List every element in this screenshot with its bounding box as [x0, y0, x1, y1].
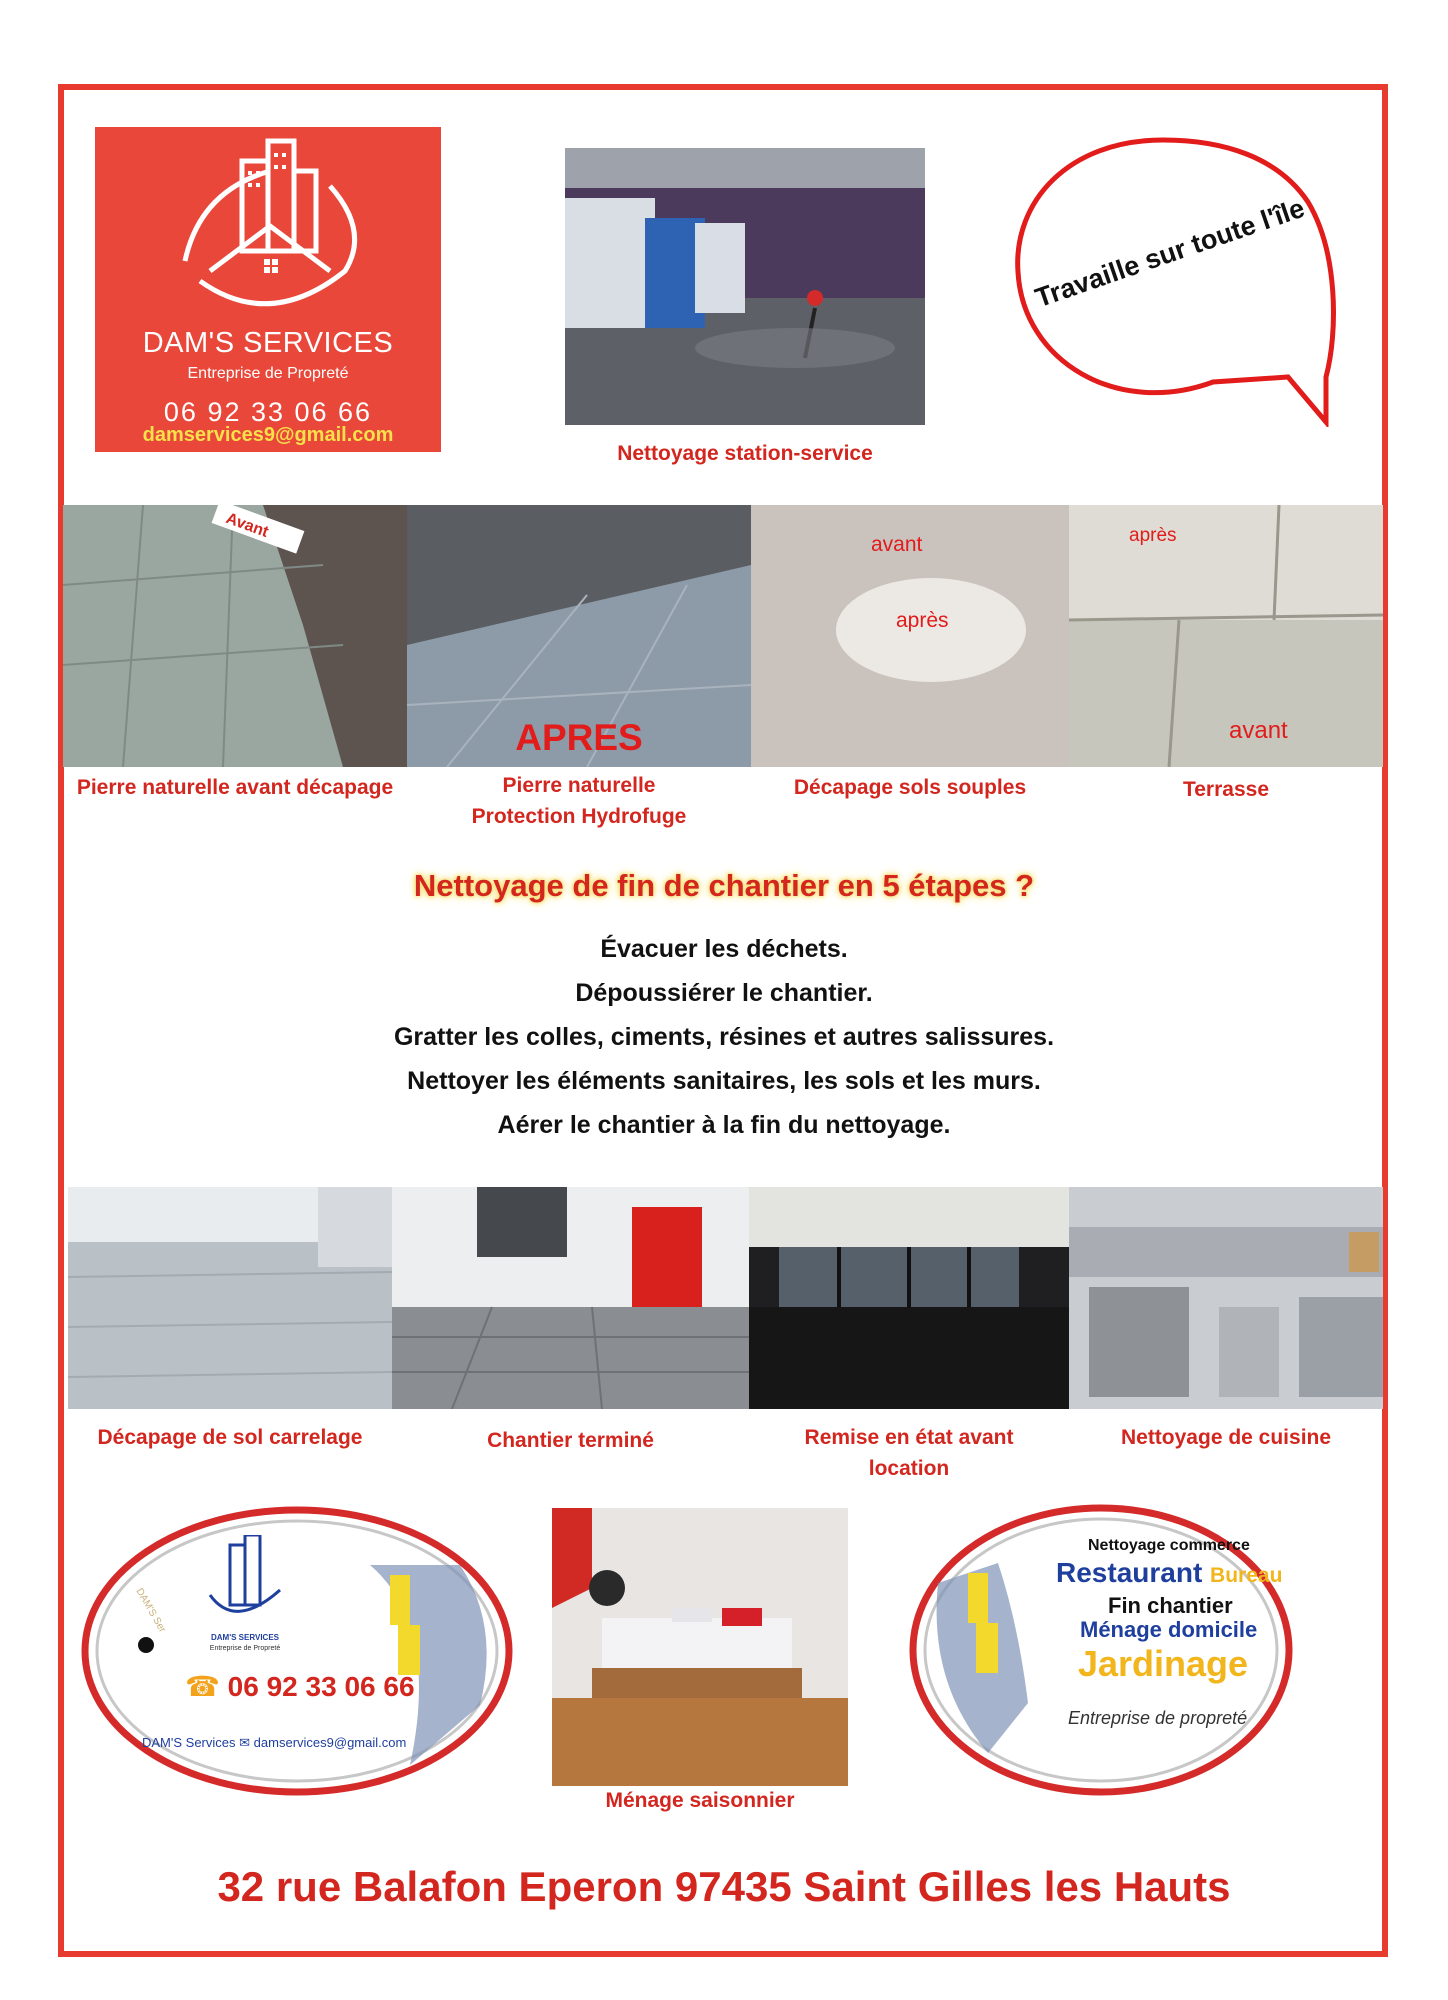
service-restaurant: Restaurant	[1056, 1557, 1203, 1588]
building-logo-icon-blue	[205, 1535, 285, 1625]
rental-room-photo	[749, 1187, 1069, 1409]
caption-sols-souples: Décapage sols souples	[793, 776, 1027, 799]
card-vertical-text: DAM'S Ser	[133, 1586, 168, 1635]
caption-chantier-termine: Chantier terminé	[487, 1429, 654, 1452]
overlay-avant: Avant	[223, 510, 271, 542]
caption-sol-carrelage: Décapage de sol carrelage	[97, 1426, 363, 1449]
service-bureau: Bureau	[1210, 1564, 1283, 1587]
logo-phone: 06 92 33 06 66	[163, 397, 373, 427]
soft-floor-photo	[751, 505, 1069, 767]
overlay-apres-terrace: après	[1129, 525, 1177, 546]
caption-pierre-apres-line1: Pierre naturelle	[502, 774, 656, 797]
step-item: Nettoyer les éléments sanitaires, les sols et les murs.	[407, 1067, 1041, 1095]
finished-site-photo	[392, 1187, 749, 1409]
overlay-apres-small: après	[896, 609, 949, 632]
service-fin-chantier: Fin chantier	[1108, 1593, 1233, 1618]
steps-list	[0, 927, 1448, 1147]
caption-pierre-apres-line2: Protection Hydrofuge	[471, 805, 687, 828]
caption-cuisine: Nettoyage de cuisine	[1120, 1426, 1332, 1449]
logo-subtitle: Entreprise de Propreté	[187, 365, 349, 382]
card-phone-text: 06 92 33 06 66	[227, 1671, 415, 1702]
stone-before-photo	[63, 505, 407, 767]
business-card-left	[80, 1505, 514, 1797]
bubble-text: Travaille sur toute l'île	[1031, 192, 1309, 314]
service-entreprise: Entreprise de propreté	[1068, 1708, 1248, 1728]
seasonal-housekeeping-photo	[552, 1508, 848, 1786]
caption-remise-line2: location	[868, 1457, 950, 1480]
stone-after-photo	[407, 505, 751, 767]
step-item: Aérer le chantier à la fin du nettoyage.	[497, 1111, 951, 1139]
step-item: Dépoussiérer le chantier.	[575, 979, 873, 1007]
logo-company-name: DAM'S SERVICES	[142, 327, 394, 359]
service-restaurant-row	[1056, 1557, 1282, 1589]
station-service-caption: Nettoyage station-service	[617, 442, 873, 465]
step-item: Gratter les colles, ciments, résines et autres salissures.	[393, 1023, 1055, 1051]
card-social-text: DAM'S Services	[142, 1735, 236, 1750]
card-subtitle: Entreprise de Propreté	[209, 1645, 281, 1652]
logo-email: damservices9@gmail.com	[142, 424, 394, 446]
steps-title: Nettoyage de fin de chantier en 5 étapes ?	[413, 868, 1035, 903]
mail-icon: ✉	[239, 1735, 251, 1750]
caption-remise-line1: Remise en état avant	[804, 1426, 1014, 1449]
service-jardinage: Jardinage	[1078, 1643, 1249, 1684]
overlay-avant-small: avant	[871, 533, 923, 556]
card-company-name: DAM'S SERVICES	[211, 1633, 279, 1642]
services-card-right	[908, 1503, 1294, 1797]
caption-pierre-avant: Pierre naturelle avant décapage	[76, 776, 394, 799]
phone-icon: ☎	[185, 1671, 220, 1702]
card-social	[142, 1735, 406, 1751]
caption-menage-saisonnier: Ménage saisonnier	[605, 1789, 795, 1812]
kitchen-photo	[1069, 1187, 1383, 1409]
card-phone	[185, 1670, 415, 1703]
step-item: Évacuer les déchets.	[600, 935, 848, 963]
company-logo-card	[95, 127, 441, 452]
service-commerce: Nettoyage commerce	[1088, 1537, 1250, 1554]
caption-pierre-apres	[407, 770, 751, 832]
building-logo-icon	[170, 131, 370, 326]
caption-terrasse: Terrasse	[1182, 778, 1269, 801]
overlay-apres: APRES	[515, 717, 643, 758]
service-menage-domicile: Ménage domicile	[1080, 1617, 1258, 1642]
company-address: 32 rue Balafon Eperon 97435 Saint Gilles les Hauts	[217, 1863, 1231, 1910]
station-service-photo	[565, 148, 925, 425]
card-email: damservices9@gmail.com	[253, 1735, 407, 1750]
tile-floor-photo	[68, 1187, 392, 1409]
overlay-avant-terrace: avant	[1229, 717, 1288, 744]
terrace-photo	[1069, 505, 1383, 767]
caption-remise-en-etat	[749, 1422, 1069, 1484]
